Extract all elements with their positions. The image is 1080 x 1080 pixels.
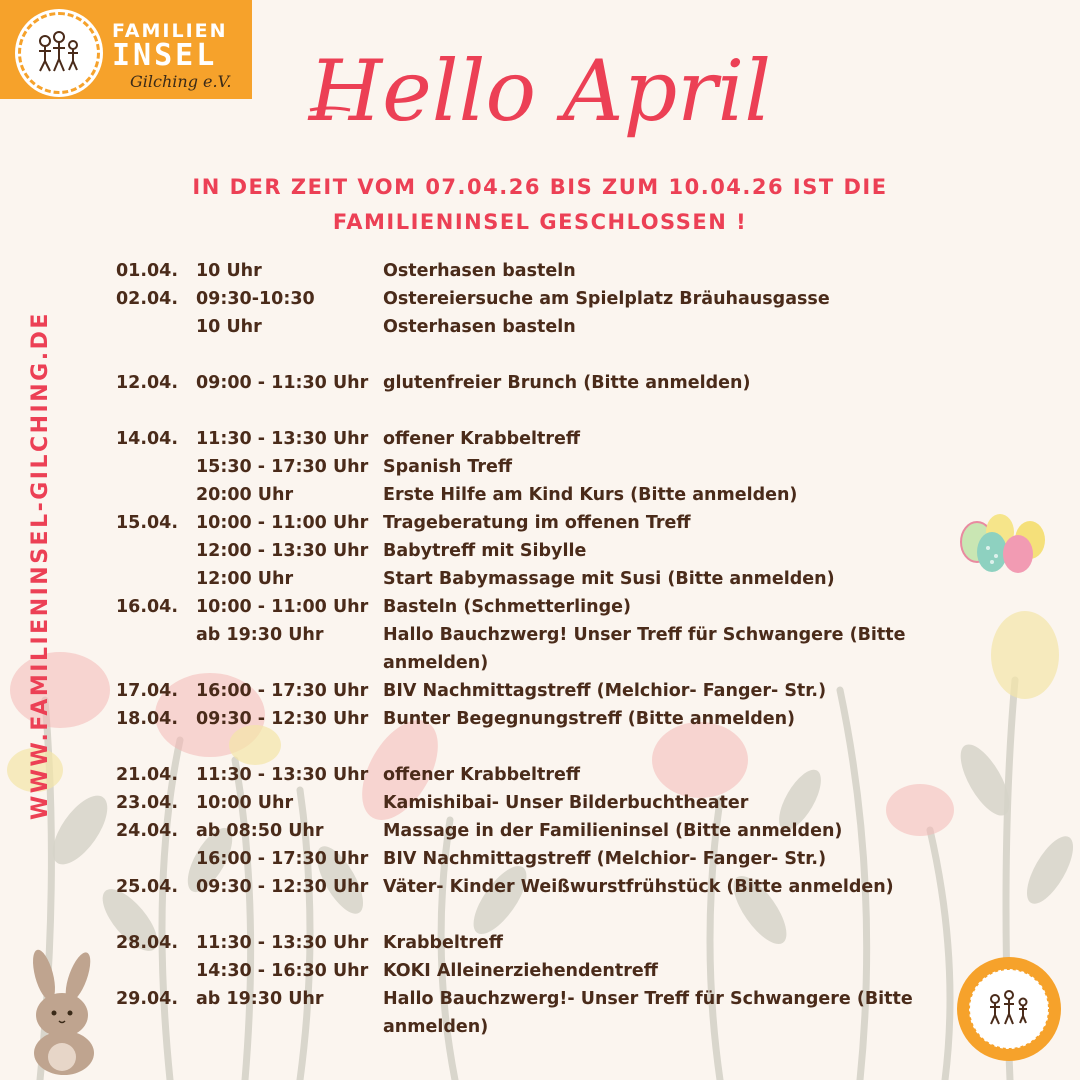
schedule-row: 14:30 - 16:30 Uhr KOKI Alleinerziehendentreff	[196, 961, 658, 981]
website-link[interactable]: WWW.FAMILIENINSEL-GILCHING.DE	[28, 311, 53, 820]
schedule-row: 25.04. 09:30 - 12:30 Uhr Väter- Kinder Weißwurstfrühstück (Bitte anmelden)	[116, 877, 894, 897]
schedule-row: 17.04. 16:00 - 17:30 Uhr BIV Nachmittagstreff (Melchior- Fanger- Str.)	[116, 681, 827, 701]
schedule-row: 12:00 Uhr Start Babymassage mit Susi (Bitte anmelden)	[196, 569, 835, 589]
easter-eggs-icon	[952, 510, 1052, 580]
schedule-row: 24.04. ab 08:50 Uhr Massage in der Familieninsel (Bitte anmelden)	[116, 821, 843, 841]
headline	[290, 10, 790, 160]
schedule-row: 20:00 Uhr Erste Hilfe am Kind Kurs (Bitte anmelden)	[196, 485, 798, 505]
schedule-row: 14.04. 11:30 - 13:30 Uhr offener Krabbeltreff	[116, 429, 581, 449]
headline-text: Hello April	[308, 42, 772, 140]
schedule-row: ab 19:30 Uhr Hallo Bauchzwerg! Unser Treff für Schwangere (Bitte anmelden)	[196, 625, 906, 673]
schedule-row: 01.04. 10 Uhr Osterhasen basteln	[116, 261, 576, 281]
schedule-row: 18.04. 09:30 - 12:30 Uhr Bunter Begegnungstreff (Bitte anmelden)	[116, 709, 796, 729]
family-logo-icon	[18, 12, 100, 94]
schedule-row: 23.04. 10:00 Uhr Kamishibai- Unser Bilderbuchtheater	[116, 793, 749, 813]
schedule-row: 10 Uhr Osterhasen basteln	[196, 317, 576, 337]
logo-line-2: INSEL	[112, 38, 218, 73]
schedule-row: 12:00 - 13:30 Uhr Babytreff mit Sibylle	[196, 541, 587, 561]
logo-line-1: FAMILIEN	[112, 20, 228, 42]
closure-notice: IN DER ZEIT VOM 07.04.26 BIS ZUM 10.04.26 IST DIE FAMILIENINSEL GESCHLOSSEN !	[192, 175, 888, 234]
schedule-row: 21.04. 11:30 - 13:30 Uhr offener Krabbeltreff	[116, 765, 581, 785]
schedule-row: 15.04. 10:00 - 11:00 Uhr Trageberatung im offenen Treff	[116, 513, 691, 533]
logo-banner	[0, 0, 252, 99]
schedule-row: 02.04. 09:30-10:30 Ostereiersuche am Spielplatz Bräuhausgasse	[116, 289, 830, 309]
logo-line-3: Gilching e.V.	[130, 72, 232, 91]
schedule-row: 16.04. 10:00 - 11:00 Uhr Basteln (Schmetterlinge)	[116, 597, 631, 617]
schedule-row: 29.04. ab 19:30 Uhr Hallo Bauchzwerg!- Unser Treff für Schwangere (Bitte anmelden)	[116, 989, 913, 1037]
schedule-row: 16:00 - 17:30 Uhr BIV Nachmittagstreff (Melchior- Fanger- Str.)	[196, 849, 827, 869]
family-badge-icon	[955, 955, 1063, 1063]
bunny-icon	[22, 945, 112, 1075]
event-schedule	[116, 257, 966, 1041]
schedule-row: 12.04. 09:00 - 11:30 Uhr glutenfreier Brunch (Bitte anmelden)	[116, 373, 751, 393]
schedule-row: 28.04. 11:30 - 13:30 Uhr Krabbeltreff	[116, 933, 503, 953]
schedule-row: 15:30 - 17:30 Uhr Spanish Treff	[196, 457, 513, 477]
